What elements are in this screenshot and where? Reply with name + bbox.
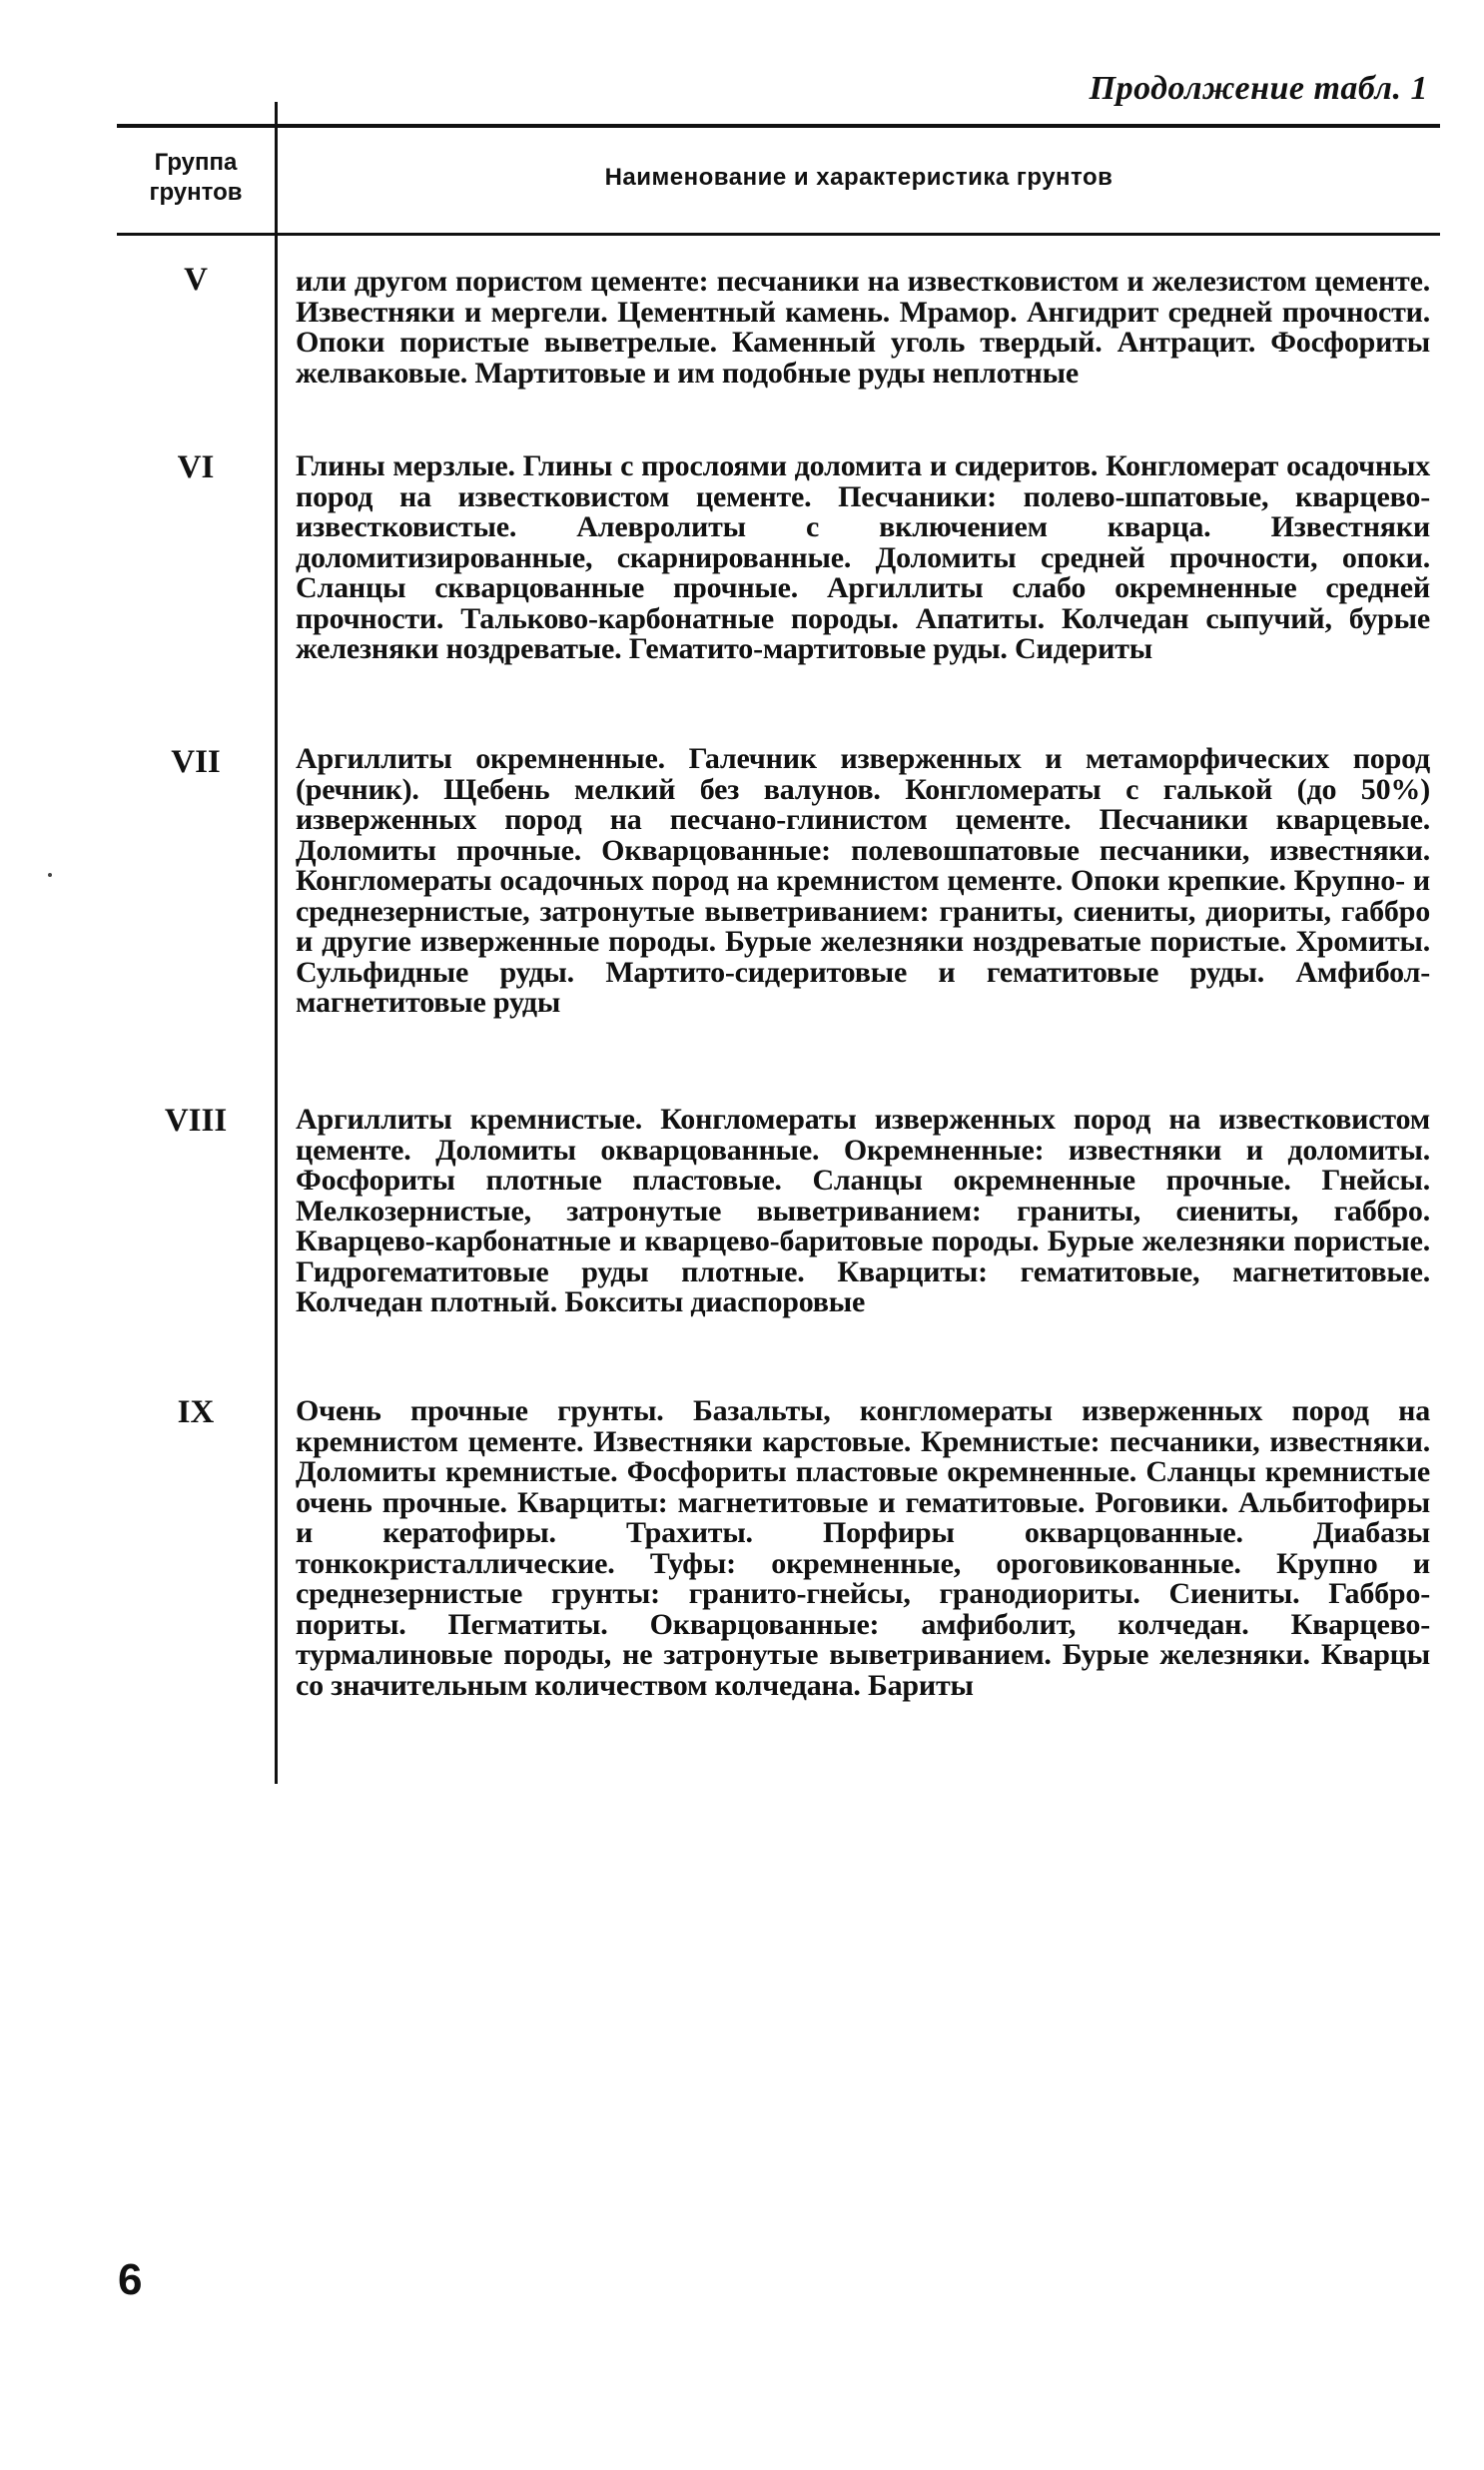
table-top-rule — [117, 124, 1440, 128]
row-group-vi: VI — [177, 449, 215, 485]
header-group-column: Группа грунтов — [149, 149, 243, 206]
row-group-v: V — [184, 262, 208, 298]
page-number: 6 — [118, 2255, 143, 2304]
table-continuation-label: Продолжение табл. 1 — [1089, 70, 1428, 107]
row-group-vii: VII — [171, 744, 221, 780]
table-column-divider — [275, 236, 278, 1784]
row-group-ix: IX — [177, 1394, 215, 1430]
row-description-viii: Аргиллиты кремнистые. Конгломераты изверженных пород на известковистом цементе. Доломиты окварцованные. Окремненные: известняки и доломиты. Фосфориты плотные пластовые. Сланцы окремненные прочные. Гнейсы. Мелкозернистые, затронутые выветриванием: граниты, сиениты, габбро. Кварцево-карбонатные и кварцево-баритовые породы. Бурые железняки пористые. Гидрогематитовые руды плотные. Кварциты: гематитовые, магнетитовые. Колчедан плотный. Бокситы диаспоровые — [296, 1103, 1430, 1318]
scan-speck — [48, 873, 52, 877]
row-description-vi: Глины мерзлые. Глины с прослоями доломита и сидеритов. Конгломерат осадочных пород на известковистом цементе. Песчаники: полево-шпатовые, кварцево-известковистые. Алевролиты с включением кварца. Известняки доломитизированные, скарнированные. Доломиты средней прочности, опоки. Сланцы скварцованные прочные. Аргиллиты слабо окремненные средней прочности. Тальково-карбонатные породы. Апатиты. Колчедан сыпучий, бурые железняки ноздреватые. Гематито-мартитовые руды. Сидериты — [296, 449, 1430, 665]
header-name-column: Наименование и характеристика грунтов — [604, 164, 1113, 191]
row-description-vii: Аргиллиты окремненные. Галечник изверженных и метаморфических пород (речник). Щебень мелкий без валунов. Конгломераты с галькой (до 50%) изверженных пород на песчано-глинистом цементе. Песчаники кварцевые. Доломиты прочные. Окварцованные: полевошпатовые песчаники, известняки. Конгломераты осадочных пород на кремнистом цементе. Опоки крепкие. Крупно- и среднезернистые, затронутые выветриванием: граниты, сиениты, диориты, габбро и другие изверженные породы. Бурые железняки ноздреватые пористые. Хромиты. Сульфидные руды. Мартито-сидеритовые и гематитовые руды. Амфибол-магнетитовые руды — [296, 742, 1430, 1019]
table-header-rule — [117, 233, 1440, 236]
row-group-viii: VIII — [164, 1103, 228, 1139]
row-description-v: или другом пористом цементе: песчаники на известковистом и железистом цементе. Известняки и мергели. Цементный камень. Мрамор. Ангидрит средней прочности. Опоки пористые выветрелые. Каменный уголь твердый. Антрацит. Фосфориты желваковые. Мартитовые и им подобные руды неплотные — [296, 265, 1430, 390]
row-description-ix: Очень прочные грунты. Базальты, конгломераты изверженных пород на кремнистом цементе. Известняки карстовые. Кремнистые: песчаники, известняки. Доломиты кремнистые. Фосфориты пластовые окремненные. Сланцы кремнистые очень прочные. Кварциты: магнетитовые и гематитовые. Роговики. Альбитофиры и кератофиры. Трахиты. Порфиры окварцованные. Диабазы тонкокристаллические. Туфы: окремненные, ороговикованные. Крупно и среднезернистые грунты: гранито-гнейсы, гранодиориты. Сиениты. Габбро-пориты. Пегматиты. Окварцованные: амфиболит, колчедан. Кварцево-турмалиновые породы, не затронутые выветриванием. Бурые железняки. Кварцы со значительным количеством колчедана. Бариты — [296, 1394, 1430, 1702]
